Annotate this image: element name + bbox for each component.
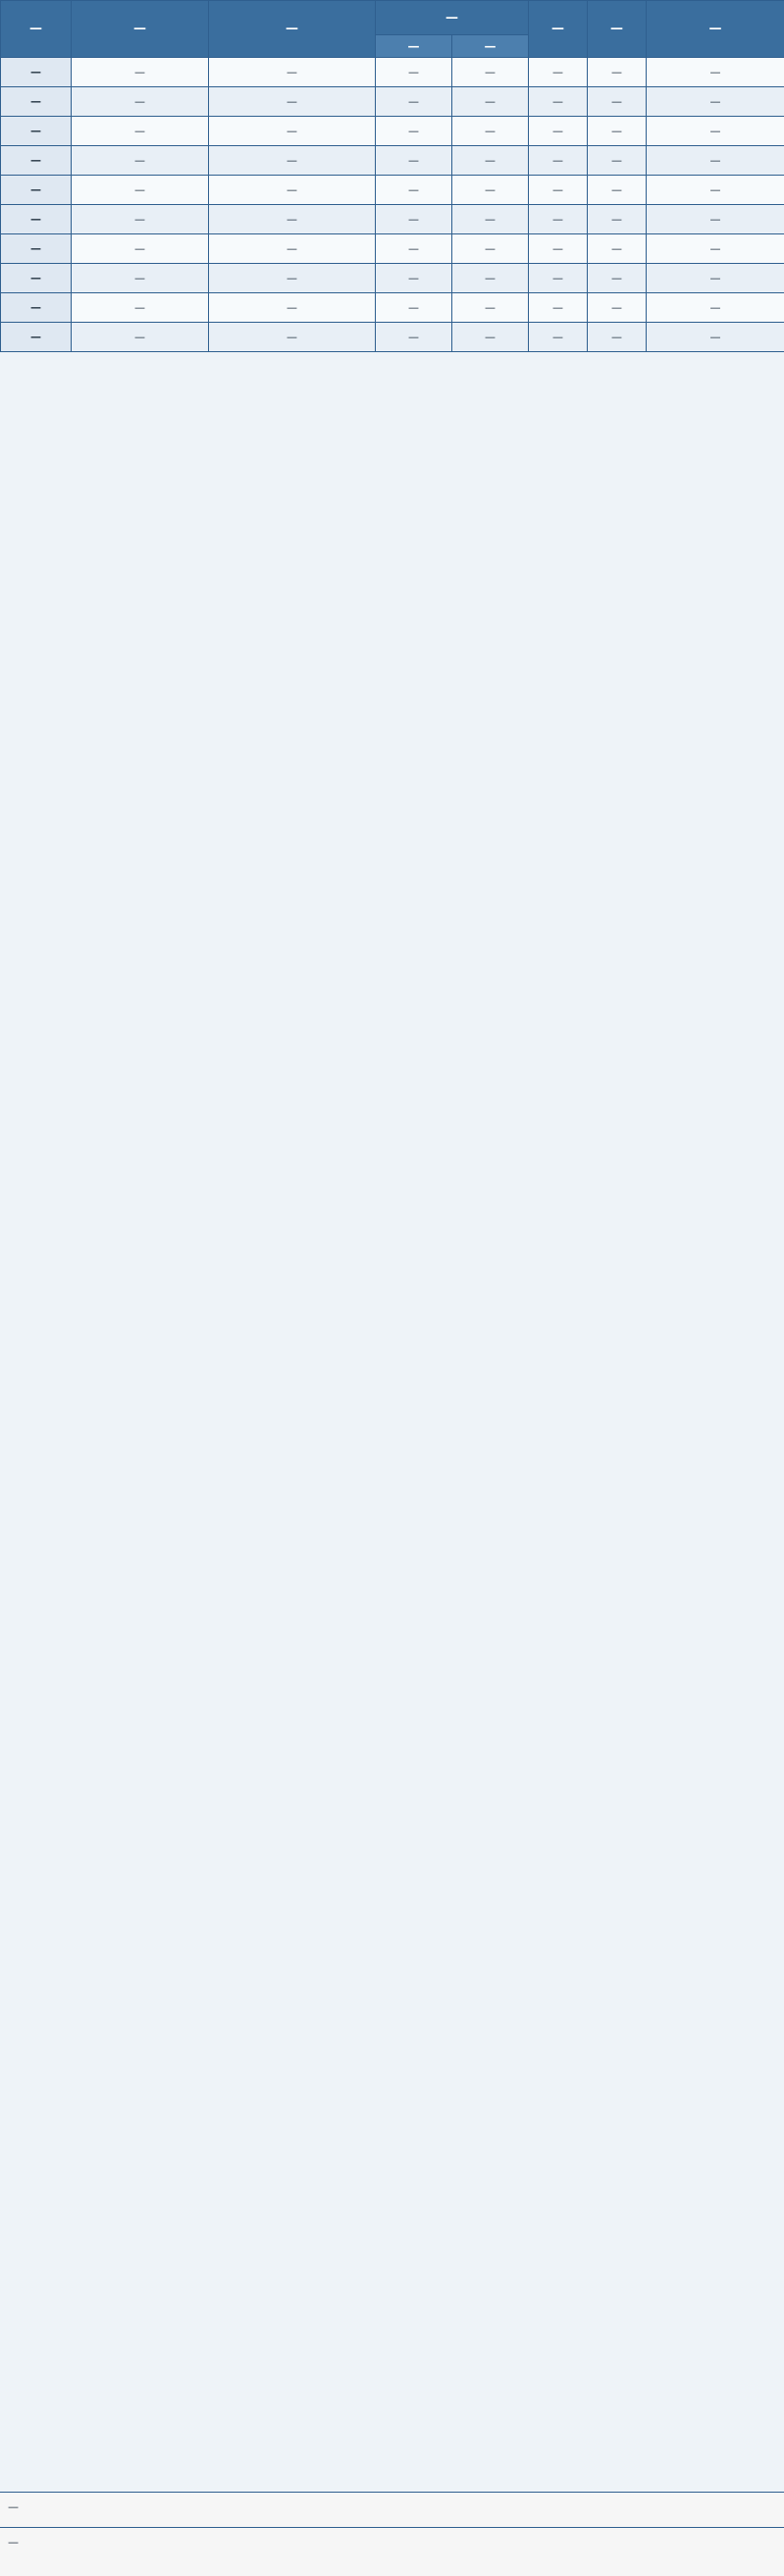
cell-query: — bbox=[588, 87, 647, 117]
cell-science: — bbox=[452, 205, 529, 234]
cell-done: — bbox=[529, 205, 588, 234]
cell-done: — bbox=[529, 146, 588, 176]
cell-category: — bbox=[209, 176, 376, 205]
table-row bbox=[1, 176, 784, 205]
cell-science: — bbox=[452, 58, 529, 87]
cell-science: — bbox=[452, 264, 529, 293]
cell-query: — bbox=[588, 323, 647, 352]
footer-note-2: — bbox=[0, 2527, 784, 2576]
cell-science: — bbox=[452, 293, 529, 323]
cell-liberal: — bbox=[376, 264, 452, 293]
cell-notice-date: — bbox=[647, 205, 784, 234]
cell-category: — bbox=[209, 323, 376, 352]
table-row bbox=[1, 58, 784, 87]
cell-done: — bbox=[529, 264, 588, 293]
cell-batch: — bbox=[72, 176, 209, 205]
cell-batch: — bbox=[72, 234, 209, 264]
header-science: — bbox=[452, 35, 529, 58]
table-row bbox=[1, 264, 784, 293]
cell-batch: — bbox=[72, 117, 209, 146]
table-row bbox=[1, 293, 784, 323]
cell-batch: — bbox=[72, 146, 209, 176]
cell-province: — bbox=[1, 323, 72, 352]
cell-province: — bbox=[1, 264, 72, 293]
cell-notice-date: — bbox=[647, 117, 784, 146]
cell-done: — bbox=[529, 323, 588, 352]
cell-notice-date: — bbox=[647, 264, 784, 293]
cell-liberal: — bbox=[376, 146, 452, 176]
table-row bbox=[1, 117, 784, 146]
cell-province: — bbox=[1, 87, 72, 117]
cell-done: — bbox=[529, 176, 588, 205]
cell-notice-date: — bbox=[647, 293, 784, 323]
cell-science: — bbox=[452, 117, 529, 146]
table-row bbox=[1, 87, 784, 117]
table-row bbox=[1, 323, 784, 352]
cell-notice-date: — bbox=[647, 234, 784, 264]
cell-province: — bbox=[1, 234, 72, 264]
cell-science: — bbox=[452, 87, 529, 117]
cell-query: — bbox=[588, 264, 647, 293]
footer-note-1: — bbox=[0, 2492, 784, 2527]
cell-batch: — bbox=[72, 58, 209, 87]
cell-category: — bbox=[209, 87, 376, 117]
table-row bbox=[1, 234, 784, 264]
cell-science: — bbox=[452, 234, 529, 264]
header-row bbox=[1, 1, 784, 35]
cell-province: — bbox=[1, 293, 72, 323]
cell-notice-date: — bbox=[647, 146, 784, 176]
cell-batch: — bbox=[72, 87, 209, 117]
cell-category: — bbox=[209, 58, 376, 87]
cell-query: — bbox=[588, 205, 647, 234]
cell-category: — bbox=[209, 293, 376, 323]
cell-done: — bbox=[529, 293, 588, 323]
header-done: — bbox=[529, 1, 588, 58]
admission-table bbox=[0, 0, 784, 352]
cell-science: — bbox=[452, 146, 529, 176]
cell-province: — bbox=[1, 117, 72, 146]
cell-batch: — bbox=[72, 264, 209, 293]
cell-science: — bbox=[452, 323, 529, 352]
cell-liberal: — bbox=[376, 293, 452, 323]
cell-query: — bbox=[588, 117, 647, 146]
cell-batch: — bbox=[72, 205, 209, 234]
cell-liberal: — bbox=[376, 87, 452, 117]
cell-category: — bbox=[209, 234, 376, 264]
cell-done: — bbox=[529, 234, 588, 264]
cell-notice-date: — bbox=[647, 323, 784, 352]
header-query: — bbox=[588, 1, 647, 58]
cell-batch: — bbox=[72, 323, 209, 352]
cell-province: — bbox=[1, 176, 72, 205]
table-row bbox=[1, 146, 784, 176]
cell-liberal: — bbox=[376, 176, 452, 205]
cell-query: — bbox=[588, 176, 647, 205]
cell-query: — bbox=[588, 146, 647, 176]
cell-query: — bbox=[588, 234, 647, 264]
cell-province: — bbox=[1, 146, 72, 176]
table-row bbox=[1, 205, 784, 234]
header-liberal: — bbox=[376, 35, 452, 58]
cell-category: — bbox=[209, 264, 376, 293]
cell-category: — bbox=[209, 117, 376, 146]
header-category: — bbox=[209, 1, 376, 58]
cell-batch: — bbox=[72, 293, 209, 323]
cell-liberal: — bbox=[376, 234, 452, 264]
cell-liberal: — bbox=[376, 117, 452, 146]
cell-province: — bbox=[1, 58, 72, 87]
cell-liberal: — bbox=[376, 58, 452, 87]
cell-notice-date: — bbox=[647, 58, 784, 87]
cell-liberal: — bbox=[376, 323, 452, 352]
cell-liberal: — bbox=[376, 205, 452, 234]
header-min-score: — bbox=[376, 1, 529, 35]
cell-done: — bbox=[529, 117, 588, 146]
header-batch: — bbox=[72, 1, 209, 58]
cell-notice-date: — bbox=[647, 176, 784, 205]
table-body bbox=[1, 58, 784, 352]
cell-done: — bbox=[529, 58, 588, 87]
cell-query: — bbox=[588, 58, 647, 87]
cell-category: — bbox=[209, 205, 376, 234]
cell-done: — bbox=[529, 87, 588, 117]
cell-notice-date: — bbox=[647, 87, 784, 117]
cell-query: — bbox=[588, 293, 647, 323]
header-notice-date: — bbox=[647, 1, 784, 58]
header-province: — bbox=[1, 1, 72, 58]
cell-province: — bbox=[1, 205, 72, 234]
cell-science: — bbox=[452, 176, 529, 205]
cell-category: — bbox=[209, 146, 376, 176]
